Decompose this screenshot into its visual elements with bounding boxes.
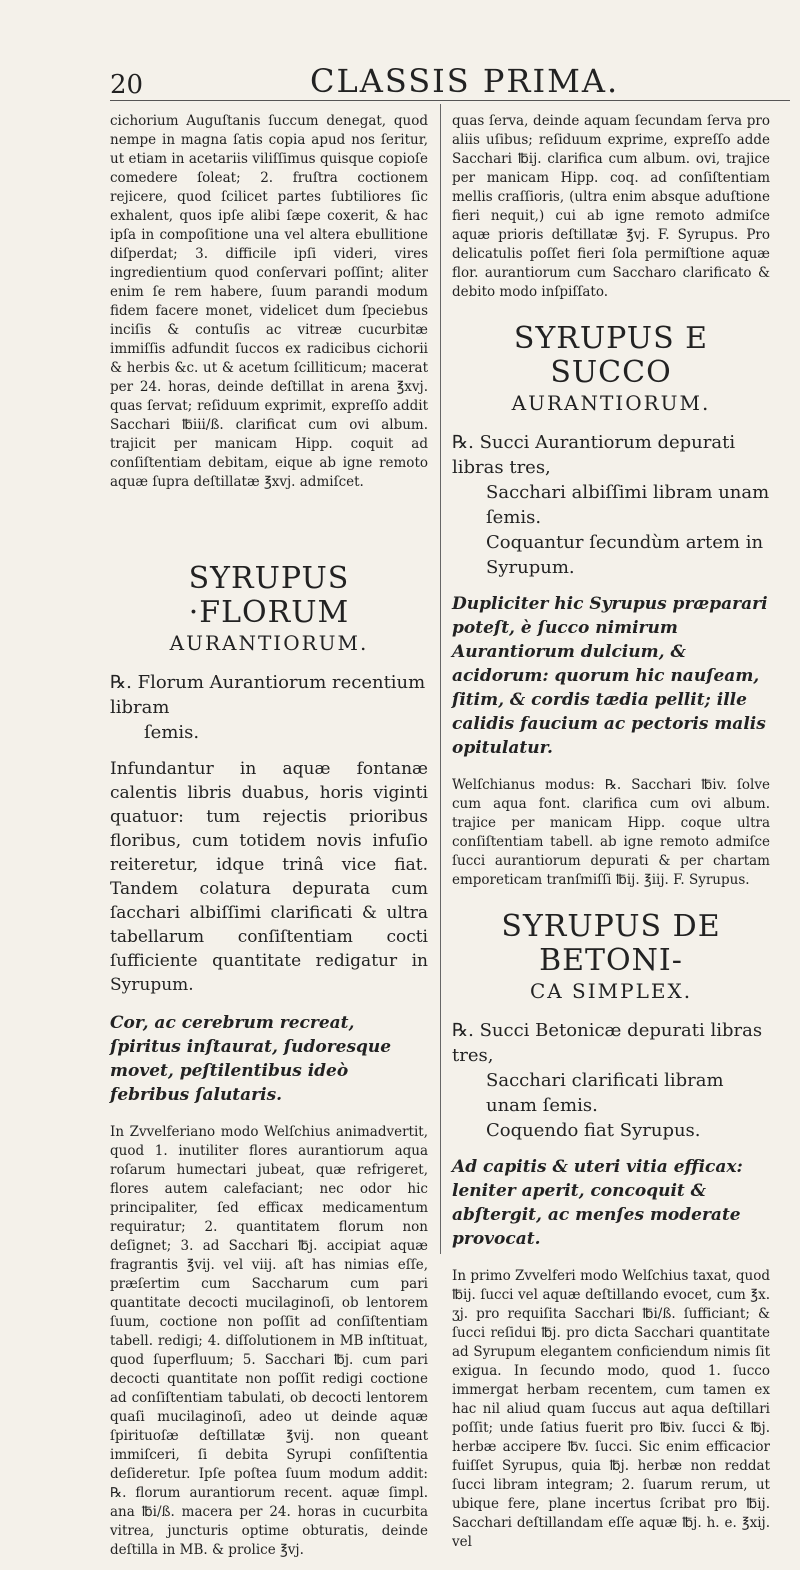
left-column	[110, 112, 428, 1570]
paragraph: In primo Zvvelferi modo Welſchius taxat, quod ℔ij. ſucci vel aquæ deſtillando evocet, cum ℥x. ʒj. pro requiſita Sacchari ℔i/ß. ſufficiant; & ſucci reſidui ℔j. pro dicta Sacchari quantitate ad Syrupum elegantem conficiendum nimis ſit exigua. In ſecundo modo, quod 1. ſucco immergat herbam recentem, cum tamen ex hac nil aliud quam ſuccus aut aqua deſtillari poſſit; unde ſatius fuerit pro ℔iv. ſucci & ℔j. herbæ accipere ℔v. ſucci. Sic enim efficacior fuiſſet Syrupus, quia ℔j. herbæ non reddat ſucci libram integram; 2. ſuarum rerum, ut ubique fere, plane incertus ſcribat pro ℔ij. Sacchari deſtillandam eſſe aquæ ℔j. h. e. ℥xij. vel	[452, 1268, 770, 1550]
section-heading: SYRUPUS DE BETONI-	[501, 909, 721, 978]
section-subheading: CA SIMPLEX.	[529, 979, 693, 1003]
paragraph: quas ſerva, deinde aquam ſecundam ſerva pro aliis uſibus; reſiduum exprime, expreſſo adde Sacchari ℔ij. clarifica cum album. ovi, trajice per manicam Hipp. coq. ad conſiſtentiam mellis craſſioris, (ultra enim absque aduſtione fieri nequit,) cui ab igne remoto admiſce aquæ prioris deſtillatæ ℥vj. F. Syrupus. Pro delicatulis poſſet fieri ſola permiſtione aquæ flor. aurantiorum cum Saccharo clarificato & debito modo inſpiſſato.	[452, 113, 770, 300]
recipe-line: Coquantur ſecundùm artem in Syrupum.	[486, 532, 764, 578]
recipe-line: ℞. Florum Aurantiorum recentium libram	[110, 672, 426, 718]
running-title: CLASSIS PRIMA.	[310, 62, 620, 100]
page-number: 20	[110, 70, 144, 100]
paragraph: In Zvvelferiano modo Welſchius animadvertit, quod 1. inutiliter flores aurantiorum aqua roſarum humectari jubeat, quæ refrigeret, flores autem calefaciant; nec odor hic principaliter, ſed efficax medicamentum requiratur; 2. quantitatem florum non deſignet; 3. ad Sacchari ℔j. accipiat aquæ fragrantis ℥vij. vel viij. aſt has nimias eſſe, præſertim cum Saccharum cum pari quantitate decocti mucilaginoſi, ob lentorem ſuum, coctione non poſſit ad conſiſtentiam tabell. redigi; 4. diſſolutionem in MB inſtituat, quod ſuperfluum; 5. Sacchari ℔j. cum pari decocti quantitate non poſſit redigi coctione ad conſiſtentiam tabulati, ob decocti lentorem quaſi mucilaginoſi, adeo ut deinde aquæ ſpirituoſæ deſtillatæ ℥vij. non queant immiſceri, ſi debita Syrupi conſiſtentia deſideretur. Ipſe poſtea ſuum modum addit: ℞. florum aurantiorum recent. aquæ ſimpl. ana ℔i/ß. macera per 24. horas in cucurbita vitrea, juncturis optime obturatis, deinde deſtilla in MB. & prolice ℥vj.	[110, 1124, 428, 1558]
recipe-line: Coquendo fiat Syrupus.	[486, 1120, 701, 1141]
recipe	[452, 1018, 770, 1143]
section-heading: SYRUPUS ·FLORUM	[188, 561, 350, 630]
virtue-note: Dupliciter hic Syrupus præparari poteſt, è ſucco nimirum Aurantiorum dulcium, & acidorum: quorum hic nauſeam, ſitim, & cordis tædia pellit; ille calidis faucium ac pectoris malis opitulatur.	[452, 594, 768, 758]
recipe-line: ℞. Succi Aurantiorum depurati libras tres,	[452, 432, 736, 478]
recipe-line: ſemis.	[144, 722, 200, 743]
paragraph: Welſchianus modus: ℞. Sacchari ℔iv. ſolve cum aqua font. clarifica cum ovi album. trajice per manicam Hipp. coque ultra conſiſtentiam tabell. ab igne remoto admiſce ſucci aurantiorum depurati & per chartam emporeticam tranſmiſſi ℔ij. ℥iij. F. Syrupus.	[452, 777, 770, 888]
page-header	[110, 62, 760, 102]
recipe	[452, 430, 770, 580]
recipe-line: Sacchari albiſſimi libram unam ſemis.	[486, 482, 770, 528]
virtue-note: Ad capitis & uteri vitia efficax: leniter aperit, concoquit & abſtergit, ac menſes moderate provocat.	[452, 1157, 743, 1249]
right-column	[452, 112, 770, 1562]
section-heading: SYRUPUS E SUCCO	[513, 321, 709, 390]
paragraph: Infundantur in aquæ fontanæ calentis libris duabus, horis viginti quatuor: tum rejectis prioribus floribus, cum totidem novis infuſio reiteretur, idque trinâ vice fiat. Tandem colatura depurata cum ſacchari albiſſimi clarificati & ultra tabellarum conſiſtentiam cocti ſufficiente quantitate redigatur in Syrupum.	[110, 759, 428, 995]
column-divider	[440, 104, 441, 1254]
recipe-line: ℞. Succi Betonicæ depurati libras tres,	[452, 1020, 763, 1066]
recipe	[110, 670, 428, 745]
section-subheading: AURANTIORUM.	[511, 391, 711, 415]
virtue-note: Cor, ac cerebrum recreat, ſpiritus inſtaurat, ſudoresque movet, peſtilentibus ideò febribus ſalutaris.	[110, 1013, 392, 1105]
paragraph: cichorium Auguſtanis ſuccum denegat, quod nempe in magna ſatis copia apud nos ſeritur, ut etiam in acetariis viliſſimus quisque copioſe comedere ſoleat; 2. fruſtra coctionem rejicere, quod ſcilicet partes ſubtiliores ſic exhalent, quos ipſe alibi ſæpe coxerit, & hac ipſa in compoſitione una vel altera ebullitione diſperdat; 3. difficile ipſi videri, vires ingredientium quod conſervari poſſint; aliter enim ſe rem habere, ſuum parandi modum fidem facere monet, videlicet dum ſpeciebus inciſis & contuſis ac vitreæ cucurbitæ immiſſis adfundit ſuccos ex radicibus cichorii & herbis &c. ut & acetum ſcilliticum; macerat per 24. horas, deinde deſtillat in arena ℥xvj. quas ſervat; reſiduum exprimit, expreſſo addit Sacchari ℔iii/ß. clarificat cum ovi album. trajicit per manicam Hipp. coquit ad conſiſtentiam debitam, eique ab igne remoto aquæ ſupra deſtillatæ ℥xvj. admiſcet.	[110, 113, 428, 490]
section-subheading: AURANTIORUM.	[169, 631, 369, 655]
header-rule	[110, 100, 790, 101]
recipe-line: Sacchari clarificati libram unam ſemis.	[486, 1070, 724, 1116]
